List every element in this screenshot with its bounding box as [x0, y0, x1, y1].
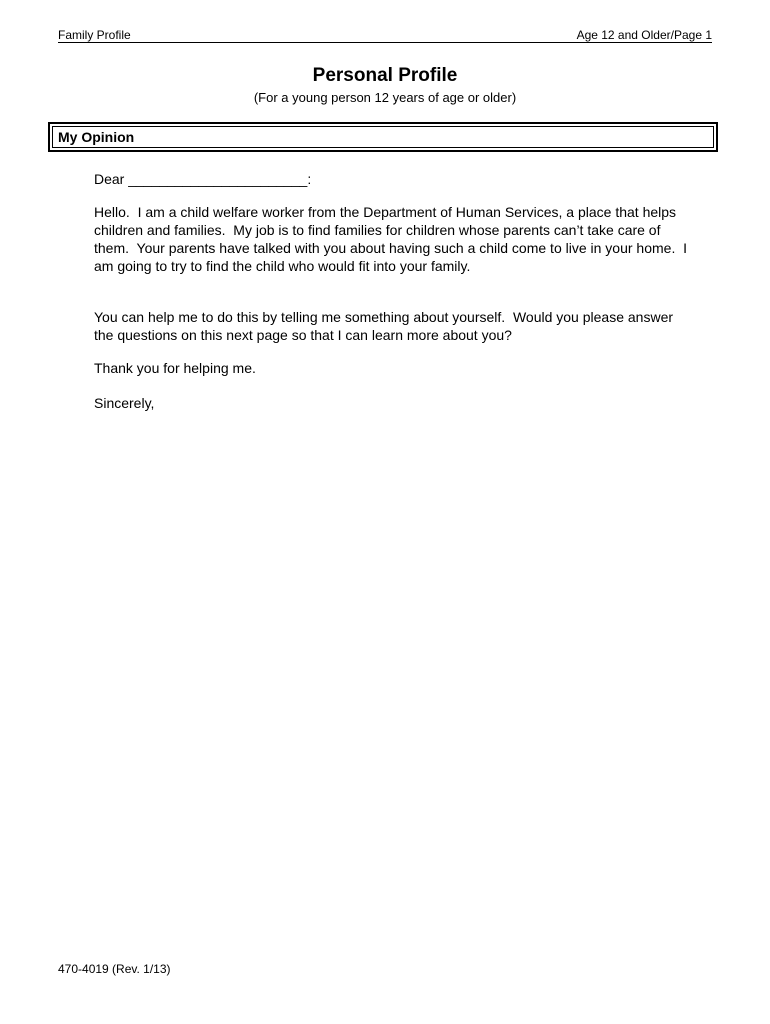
section-header-my-opinion — [48, 122, 718, 152]
page-title: Personal Profile — [312, 65, 458, 86]
letter-salutation: Dear _______________________: — [94, 171, 312, 187]
section-label: My Opinion — [58, 129, 135, 145]
letter-paragraph-1: Hello. I am a child welfare worker from the Department of Human Services, a place that helps children and families. My job is to find families for children whose parents can’t take care of them. Your parents have talked with you about having such a child come to live in your home. I am going to try to find the child who would fit into your family. — [94, 204, 691, 274]
section-header-inner-border — [52, 126, 714, 148]
letter-thanks: Thank you for helping me. — [94, 360, 256, 376]
header-page-info: Age 12 and Older/Page 1 — [576, 28, 712, 42]
page-header — [58, 28, 712, 43]
form-number: 470-4019 (Rev. 1/13) — [58, 962, 171, 976]
letter-paragraph-2: You can help me to do this by telling me something about yourself. Would you please answer the questions on this next page so that I can learn more about you? — [94, 309, 677, 343]
page-subtitle: (For a young person 12 years of age or older) — [253, 90, 517, 105]
letter-closing: Sincerely, — [94, 395, 155, 411]
header-form-name: Family Profile — [58, 28, 131, 42]
